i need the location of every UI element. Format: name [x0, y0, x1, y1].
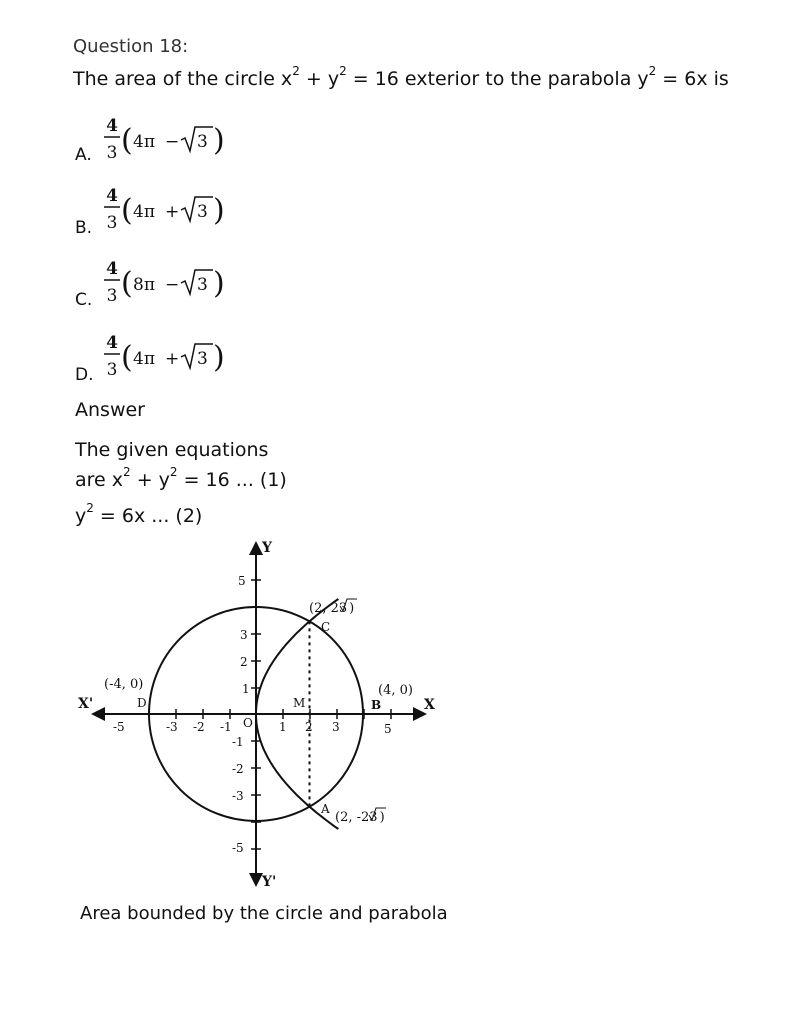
line2-exponent-2: 2	[169, 464, 178, 479]
y-tick-label: -2	[232, 762, 244, 776]
x-tick-label: -2	[193, 720, 205, 734]
radicand: 3	[197, 132, 208, 152]
point-d-label: D	[137, 696, 147, 710]
stem-exponent-3: 2	[648, 63, 657, 78]
pi-coefficient: 8π	[133, 275, 155, 295]
paren-open: (	[121, 266, 133, 301]
x-tick-label: 2	[305, 720, 313, 734]
line3-exponent: 2	[86, 500, 94, 515]
paren-close: )	[213, 123, 225, 158]
paren-close: )	[213, 340, 225, 375]
pi-coefficient: 4π	[133, 202, 155, 222]
fraction-numerator: 4	[106, 333, 118, 353]
y-tick-label: 5	[238, 574, 246, 588]
y-tick-label: 1	[242, 682, 250, 696]
paren-open: (	[121, 193, 133, 228]
paren-open: (	[121, 123, 133, 158]
y-tick-label: -3	[232, 789, 244, 803]
point-b-label: B	[371, 698, 382, 712]
x-tick-label: -5	[113, 720, 125, 734]
line3-suffix: = 6x ... (2)	[93, 505, 203, 527]
radicand: 3	[197, 349, 208, 369]
y-tick-label: -5	[232, 841, 244, 855]
paren-close: )	[213, 266, 225, 301]
point-c-label: C	[321, 620, 331, 634]
axis-label-x-neg: X'	[78, 696, 94, 712]
option-letter: D.	[75, 365, 94, 385]
pi-coefficient: 4π	[133, 132, 155, 152]
question-number: Question 18:	[73, 36, 189, 57]
line2-suffix: = 16 ... (1)	[177, 469, 287, 491]
stem-exponent-2: 2	[339, 63, 347, 78]
line2-prefix: are x	[75, 469, 124, 491]
origin-label: O	[243, 716, 253, 730]
option-letter: A.	[75, 145, 92, 165]
line2-mid: + y	[130, 469, 170, 491]
point-b-coordinate: (4, 0)	[378, 683, 413, 698]
option-letter: B.	[75, 218, 93, 238]
fraction-numerator: 4	[106, 186, 118, 206]
point-m-label: M	[293, 696, 306, 710]
pi-coefficient: 4π	[133, 349, 155, 369]
point-a-coordinate: (2, -23 )	[335, 810, 385, 825]
line3-prefix: y	[75, 505, 87, 527]
radicand: 3	[197, 275, 208, 295]
answer-heading: Answer	[75, 399, 145, 421]
point-d-coordinate: (-4, 0)	[104, 677, 144, 692]
operator: −	[165, 132, 180, 152]
stem-mid: = 16 exterior to the parabola y	[346, 68, 649, 90]
radicand: 3	[197, 202, 208, 222]
y-tick-label: 3	[240, 628, 248, 642]
x-tick-label: -1	[220, 720, 232, 734]
fraction-denominator: 3	[106, 286, 118, 306]
stem-suffix: = 6x is	[656, 68, 729, 90]
fraction-numerator: 4	[106, 259, 118, 279]
stem-exponent-1: 2	[292, 63, 300, 78]
x-tick-label: 5	[384, 722, 392, 736]
point-c-coordinate: (2, 23 )	[309, 601, 355, 616]
stem-prefix: The area of the circle x	[73, 68, 293, 90]
operator: +	[165, 202, 180, 222]
option-letter: C.	[75, 290, 93, 310]
fraction-denominator: 3	[106, 143, 118, 163]
x-tick-label: 3	[332, 720, 340, 734]
paren-close: )	[213, 193, 225, 228]
fraction-numerator: 4	[106, 116, 118, 136]
sqrt-radicand: 3	[369, 810, 378, 825]
axis-label-y-neg: Y'	[262, 874, 277, 890]
line2-exponent-1: 2	[123, 464, 131, 479]
stem-plus: + y	[299, 68, 340, 90]
sqrt-radicand: 3	[338, 601, 348, 616]
x-tick-label: -3	[166, 720, 178, 734]
operator: +	[165, 349, 180, 369]
y-tick-label: 2	[240, 655, 248, 669]
operator: −	[165, 275, 180, 295]
paren-open: (	[121, 340, 133, 375]
x-tick-label: 1	[279, 720, 287, 734]
y-tick-label: -1	[232, 735, 244, 749]
fraction-denominator: 3	[106, 213, 118, 233]
answer-line-1: The given equations	[75, 439, 269, 461]
axis-label-x: X	[424, 697, 435, 713]
axis-label-y: Y	[262, 540, 272, 556]
footer-text: Area bounded by the circle and parabola	[80, 903, 448, 924]
point-a-label: A	[321, 802, 330, 816]
fraction-denominator: 3	[106, 360, 118, 380]
